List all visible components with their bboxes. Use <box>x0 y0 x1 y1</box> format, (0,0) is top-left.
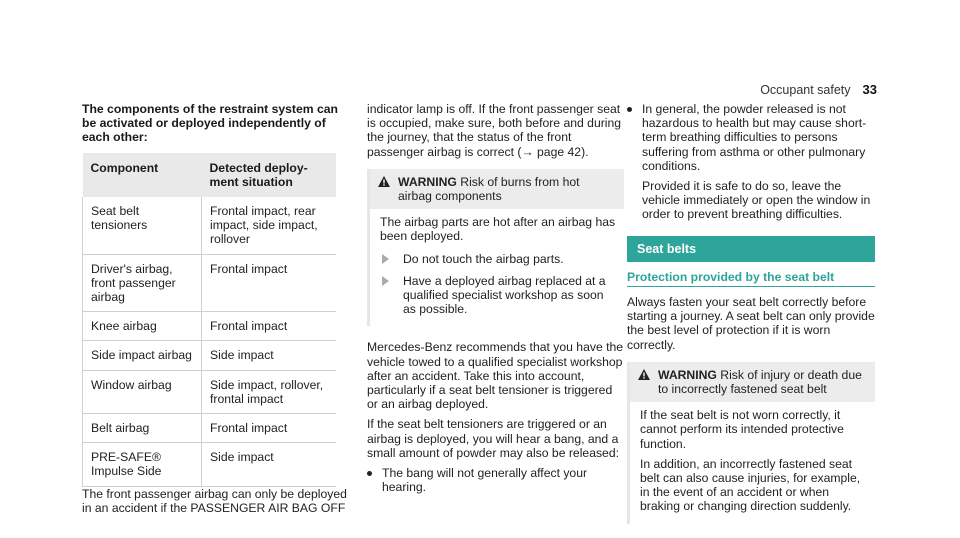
table-row <box>83 370 337 413</box>
warning-text <box>658 368 867 396</box>
table-row <box>83 443 337 486</box>
warning-text <box>398 175 616 203</box>
bullet-content <box>642 102 875 222</box>
table-header-row <box>83 153 337 197</box>
warning-box-burns <box>367 169 624 327</box>
warning-body <box>630 402 875 523</box>
warning-paragraph: In addition, an incorrectly fastened seat belt can also cause injuries, for example, in the event of an accident or when braking or changing direction suddenly. <box>640 456 861 514</box>
warning-title: Risk of burns from hot airbag components <box>398 174 580 204</box>
warning-label: WARNING <box>398 174 457 189</box>
passenger-airbag-note: The front passenger airbag can only be deployed in an accident if the PASSENGER AIR BAG OFF <box>82 486 347 515</box>
table-row <box>83 254 337 312</box>
cell-situation: Side impact <box>202 341 337 370</box>
step-text: Have a deployed airbag replaced at a qualified specialist workshop as soon as possible. <box>403 273 606 317</box>
table-row <box>83 414 337 443</box>
bullet-item <box>627 102 875 222</box>
cell-situation: Frontal impact, rear impact, side impact, rollover <box>202 197 337 254</box>
bullet-text: The bang will not generally affect your hearing. <box>382 466 588 495</box>
tow-recommendation: Mercedes-Benz recommends that you have the vehicle towed to a qualified specialist workshop after an accident. Take this into account, particularly if a seat belt tensioner is triggered or an airbag deployed. <box>367 340 624 412</box>
bullet-dot-icon <box>627 107 632 112</box>
cell-situation: Frontal impact <box>202 312 337 341</box>
bullet-text: In general, the powder released is not hazardous to health but may cause short-term breathing difficulties to persons suffering from asthma or other pulmonary conditions. <box>642 102 867 173</box>
warning-body <box>370 209 624 326</box>
column-left <box>82 102 352 521</box>
action-step <box>380 274 616 317</box>
column-middle <box>367 102 624 500</box>
table-row <box>83 341 337 370</box>
cell-situation: Frontal impact <box>202 254 337 312</box>
step-text: Do not touch the airbag parts. <box>403 251 564 266</box>
action-arrow-icon <box>382 276 389 286</box>
section-name: Occupant safety <box>760 83 851 97</box>
warning-title: Risk of injury or death due to incorrectly fastened seat belt <box>658 367 862 397</box>
warning-triangle-icon <box>638 369 650 380</box>
cell-component: Knee airbag <box>83 312 202 341</box>
page-number: 33 <box>862 82 877 97</box>
warning-triangle-icon <box>378 176 390 187</box>
tensioner-trigger-text: If the seat belt tensioners are triggered or an airbag is deployed, you will hear a bang, and a small amount of powder may also be released: <box>367 417 620 460</box>
components-table <box>82 153 336 487</box>
cell-component: Window airbag <box>83 370 202 413</box>
bullet-item <box>367 466 624 494</box>
section-title-bar: Seat belts <box>627 236 875 262</box>
page-header <box>760 82 877 97</box>
cell-situation: Side impact, rollover, frontal impact <box>202 370 337 413</box>
bullet-dot-icon <box>367 471 372 476</box>
warning-description: The airbag parts are hot after an airbag has been deployed. <box>380 215 616 244</box>
cell-component: PRE-SAFE® Impulse Side <box>83 443 202 486</box>
action-arrow-icon <box>382 254 389 264</box>
warning-box-seatbelt <box>627 362 875 524</box>
table-intro: The components of the restraint system can be activated or deployed independently of each other: <box>82 102 338 145</box>
column-right <box>627 102 875 538</box>
table-row <box>83 312 337 341</box>
cell-situation: Frontal impact <box>202 414 337 443</box>
cell-component: Belt airbag <box>83 414 202 443</box>
header-component: Component <box>83 153 202 197</box>
header-situation: Detected deploy-ment situation <box>202 153 337 197</box>
cell-component: Side impact airbag <box>83 341 202 370</box>
table-row <box>83 197 337 254</box>
cell-situation: Side impact <box>202 443 337 486</box>
bullet-followup: Provided it is safe to do so, leave the vehicle immediately or open the window in order to prevent breathing difficulties. <box>642 179 871 222</box>
cell-component: Seat belt tensioners <box>83 197 202 254</box>
subsection-title: Protection provided by the seat belt <box>627 270 875 287</box>
cell-component: Driver's airbag, front passenger airbag <box>83 254 202 312</box>
warning-paragraph: If the seat belt is not worn correctly, it cannot perform its intended protective function. <box>640 408 844 451</box>
indicator-lamp-text: indicator lamp is off. If the front passenger seat is occupied, make sure, both before and during the journey, that the status of the front passenger airbag is correct (→ page 42). <box>367 102 622 159</box>
warning-header <box>370 169 624 209</box>
seat-belt-intro: Always fasten your seat belt correctly before starting a journey. A seat belt can only provide the best level of protection if it is worn correctly. <box>627 295 875 352</box>
action-step <box>380 252 616 266</box>
warning-label: WARNING <box>658 367 717 382</box>
warning-header <box>630 362 875 402</box>
